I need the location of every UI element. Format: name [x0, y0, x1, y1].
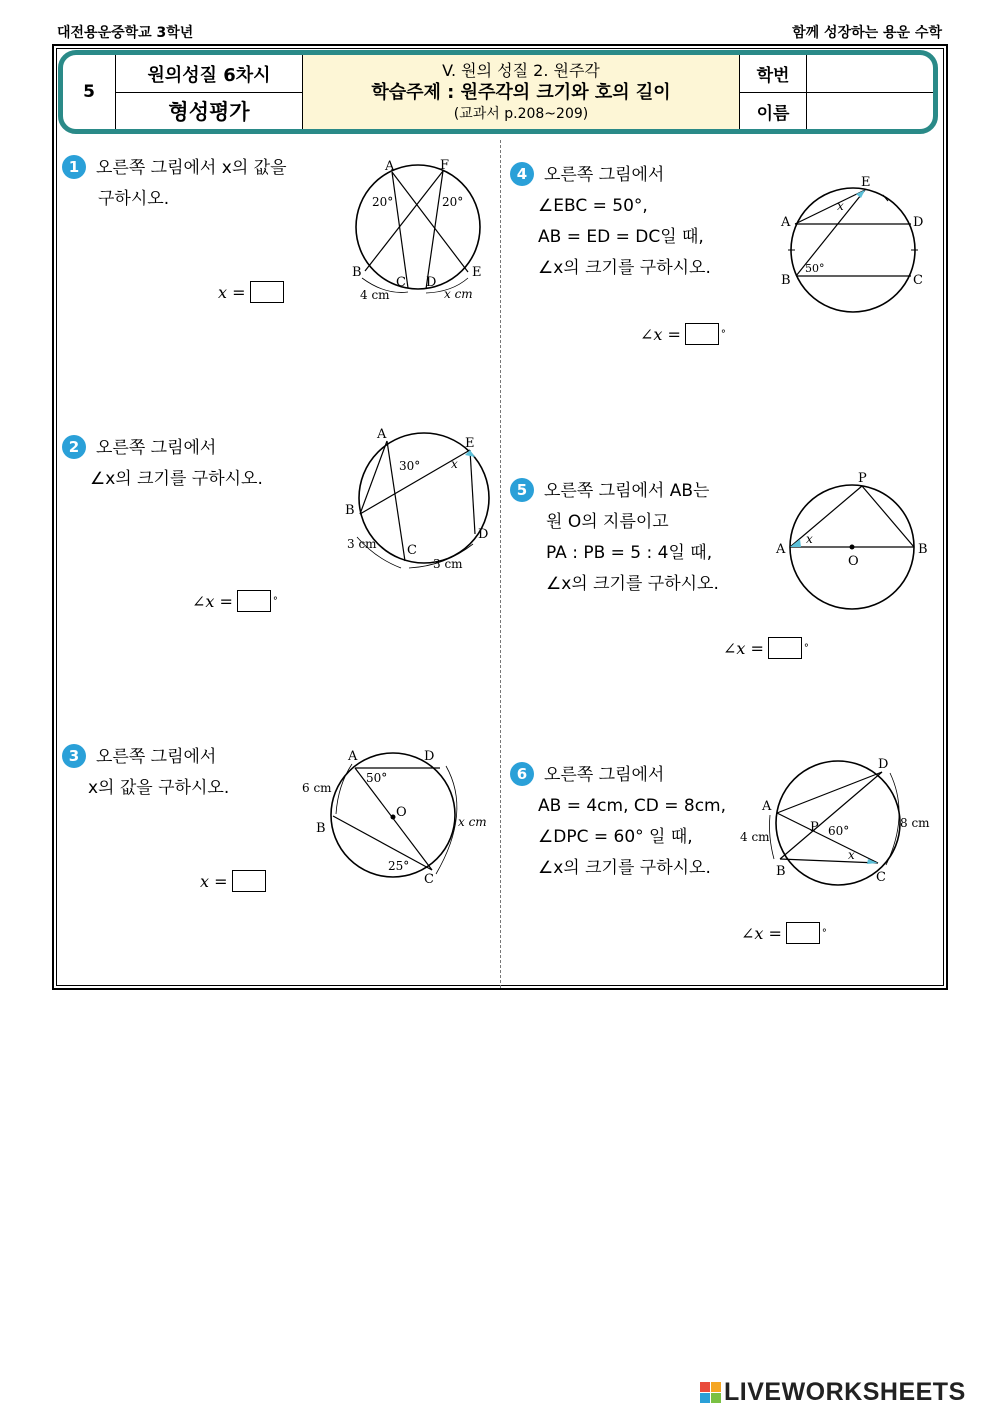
length-label: 4 cm: [360, 288, 390, 302]
liveworksheets-logo: [700, 1378, 966, 1407]
point-label: C: [876, 870, 886, 885]
point-label: E: [465, 436, 475, 451]
length-label: x cm: [444, 287, 473, 301]
problem-2: [62, 433, 263, 495]
problem-number-badge: 1: [62, 155, 86, 179]
point-label: F: [440, 158, 450, 173]
point-label: B: [918, 542, 928, 557]
figure-1: [340, 150, 500, 310]
point-label: A: [776, 542, 786, 557]
point-label: A: [385, 159, 395, 174]
point-label: A: [762, 799, 772, 814]
angle-label: 50°: [805, 262, 825, 275]
problem-text-line: ∠x의 크기를 구하시오.: [546, 574, 719, 594]
textbook-pages: (교과서 p.208~209): [453, 106, 589, 122]
motto: 함께 성장하는 용운 수학: [792, 25, 942, 41]
figure-6: [738, 755, 938, 895]
length-label: 8 cm: [900, 816, 930, 830]
session-label: 원의성질 6차시: [147, 64, 271, 86]
answer-label: ∠x =: [741, 923, 782, 943]
name-field[interactable]: [807, 93, 933, 129]
student-number-field[interactable]: [807, 55, 933, 92]
problem-6: [510, 760, 726, 884]
problem-text-line: 오른쪽 그림에서 x의 값을: [96, 158, 287, 178]
answer-5: [723, 637, 809, 659]
figure-5: [772, 467, 937, 617]
answer-3: [200, 870, 266, 892]
angle-label: 25°: [388, 859, 410, 873]
point-label: B: [352, 265, 362, 280]
point-label: D: [424, 749, 435, 764]
degree-unit: °: [720, 328, 726, 340]
point-label: C: [407, 543, 417, 558]
problem-3: [62, 742, 229, 804]
figure-3: [300, 740, 500, 890]
point-label: D: [426, 275, 437, 290]
answer-4: [640, 323, 726, 345]
answer-box[interactable]: [250, 281, 284, 303]
point-label: B: [345, 503, 355, 518]
point-label: O: [396, 805, 407, 820]
angle-label: 50°: [366, 771, 388, 785]
angle-label: x: [451, 457, 458, 471]
answer-label: ∠x =: [192, 591, 233, 611]
length-label: 4 cm: [740, 830, 770, 844]
answer-2: [192, 590, 278, 612]
figure-2: [335, 422, 500, 577]
problem-text-line: ∠x의 크기를 구하시오.: [538, 258, 711, 278]
point-label: D: [913, 215, 924, 230]
problem-text-line: AB = 4cm, CD = 8cm,: [538, 796, 727, 816]
answer-box[interactable]: [768, 637, 802, 659]
answer-6: [741, 922, 827, 944]
figure-4: [775, 170, 935, 320]
problem-number-badge: 6: [510, 762, 534, 786]
length-label: 3 cm: [433, 557, 463, 571]
problem-4: [510, 160, 711, 284]
point-label: O: [848, 554, 859, 569]
point-label: P: [810, 820, 819, 835]
problem-5: [510, 476, 719, 600]
answer-1: [218, 281, 284, 303]
point-label: E: [472, 265, 482, 280]
answer-label: ∠x =: [723, 638, 764, 658]
answer-box[interactable]: [786, 922, 820, 944]
degree-unit: °: [821, 927, 827, 939]
column-divider: [500, 140, 501, 988]
degree-unit: °: [272, 595, 278, 607]
angle-label: x: [848, 848, 855, 862]
point-label: A: [377, 427, 387, 442]
answer-label: x =: [200, 871, 228, 891]
point-label: D: [478, 527, 489, 542]
name-label: 이름: [756, 103, 790, 124]
length-label: x cm: [458, 815, 487, 829]
angle-label: 20°: [442, 195, 464, 209]
point-label: B: [316, 821, 326, 836]
logo-icon: [700, 1382, 721, 1403]
answer-label: ∠x =: [640, 324, 681, 344]
problem-text-line: ∠x의 크기를 구하시오.: [538, 858, 711, 878]
problem-1: [62, 153, 287, 215]
problem-number-badge: 3: [62, 744, 86, 768]
point-label: P: [858, 471, 867, 486]
point-label: B: [776, 864, 786, 879]
problem-text-line: 오른쪽 그림에서: [544, 165, 665, 185]
problem-number-badge: 4: [510, 162, 534, 186]
answer-box[interactable]: [232, 870, 266, 892]
length-label: 6 cm: [302, 781, 332, 795]
angle-label: 30°: [399, 459, 421, 473]
logo-text: LIVEWORKSHEETS: [724, 1378, 966, 1406]
student-number-label: 학번: [756, 66, 790, 86]
angle-label: x: [837, 199, 844, 213]
angle-label: 60°: [828, 824, 850, 838]
point-label: C: [396, 275, 406, 290]
problem-text-line: 구하시오.: [98, 189, 170, 209]
problem-number-badge: 2: [62, 435, 86, 459]
point-label: B: [781, 273, 791, 288]
lesson-number: 5: [83, 82, 95, 102]
problem-text-line: 오른쪽 그림에서: [96, 747, 217, 767]
unit-title: V. 원의 성질 2. 원주각: [442, 61, 600, 80]
angle-label: 20°: [372, 195, 394, 209]
point-label: A: [781, 215, 791, 230]
problem-text-line: x의 값을 구하시오.: [88, 778, 230, 798]
point-label: A: [348, 749, 358, 764]
point-label: E: [861, 175, 871, 190]
assessment-label: 형성평가: [168, 100, 250, 124]
lesson-topic: 학습주제 : 원주각의 크기와 호의 길이: [371, 82, 671, 103]
problem-text-line: AB = ED = DC일 때,: [538, 227, 704, 247]
answer-box[interactable]: [237, 590, 271, 612]
problem-text-line: 오른쪽 그림에서: [96, 438, 217, 458]
point-label: C: [913, 273, 923, 288]
problem-number-badge: 5: [510, 478, 534, 502]
header-table: [58, 50, 938, 134]
angle-label: x: [806, 532, 813, 546]
problem-text-line: ∠x의 크기를 구하시오.: [90, 469, 263, 489]
problem-text-line: 원 O의 지름이고: [546, 512, 669, 532]
point-label: D: [878, 757, 889, 772]
problem-text-line: 오른쪽 그림에서: [544, 765, 665, 785]
problem-text-line: 오른쪽 그림에서 AB는: [544, 481, 710, 501]
problem-text-line: PA : PB = 5 : 4일 때,: [546, 543, 713, 563]
length-label: 3 cm: [347, 537, 377, 551]
problem-text-line: ∠EBC = 50°,: [538, 196, 648, 216]
answer-label: x =: [218, 282, 246, 302]
degree-unit: °: [803, 642, 809, 654]
school-name: 대전용운중학교 3학년: [57, 25, 194, 41]
problem-text-line: ∠DPC = 60° 일 때,: [538, 827, 693, 847]
point-label: C: [424, 872, 434, 887]
answer-box[interactable]: [685, 323, 719, 345]
